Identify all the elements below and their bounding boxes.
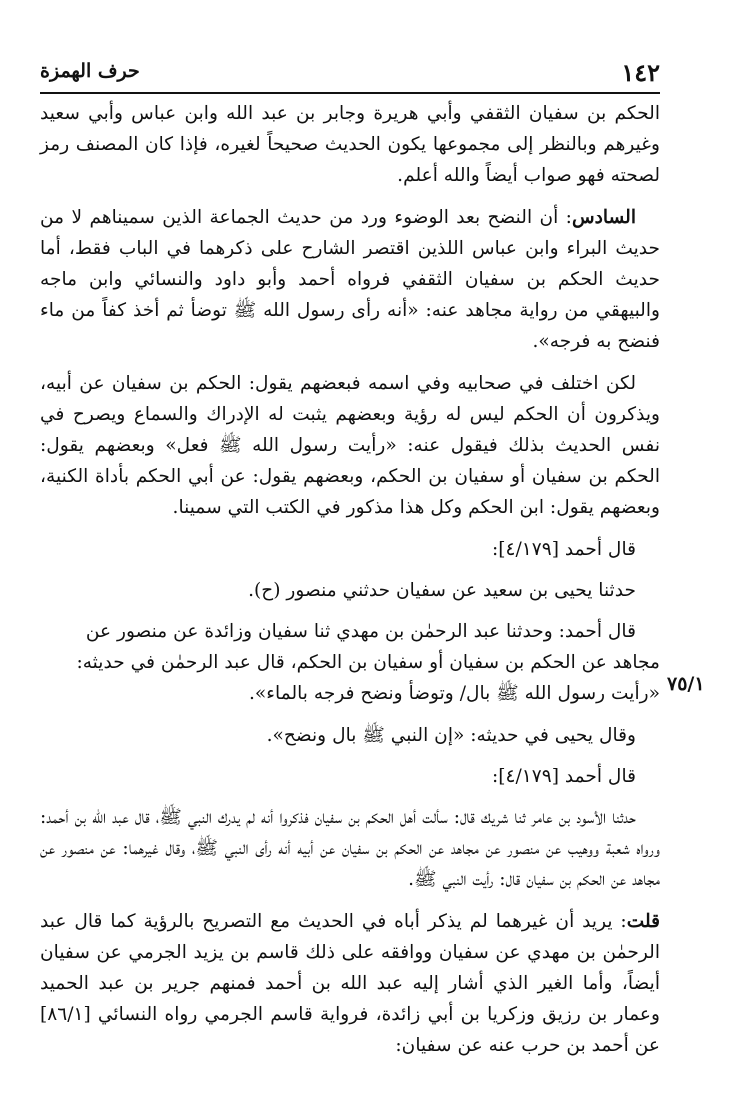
citation-line: قال أحمد [٤/١٧٩]:: [491, 538, 636, 560]
paragraph: [40, 616, 660, 710]
page-number: ١٤٢: [621, 58, 660, 87]
paragraph: [40, 202, 660, 358]
margin-reference: ٧٥/١: [667, 673, 705, 695]
citation-line: قال أحمد [٤/١٧٩]:: [491, 765, 636, 787]
paragraph: الحكم بن سفيان الثقفي وأبي هريرة وجابر بن عبد الله وابن عباس وأبي سعيد وغيرهم وبالنظر إلى مجموعها يكون الحديث صحيحاً لغيره، فإذا كان المصنف رمز لصحته فهو صواب أيضاً والله أعلم.: [40, 103, 660, 187]
paragraph: لكن اختلف في صحابيه وفي اسمه فبعضهم يقول: الحكم بن سفيان عن أبيه، ويذكرون أن الحكم ليس له رؤية وبعضهم يثبت له الإدراك والسماع ويصرح في نفس الحديث بذلك فيقول عنه: «رأيت رسول الله ﷺ فعل» وبعضهم يقول: الحكم بن سفيان أو سفيان بن الحكم، وبعضهم يقول: عن أبي الحكم بأداة الكنية، وبعضهم يقول: ابن الحكم وكل هذا مذكور في الكتب التي سمينا.: [40, 372, 660, 519]
paragraph: [40, 906, 660, 1062]
paragraph: حدثنا الأسود بن عامر ثنا شريك قال: سألت أهل الحكم بن سفيان فذكروا أنه لم يدرك النبي ﷺ، قال عبد الله بن أحمد: ورواه شعبة ووهيب عن منصور عن مجاهد عن الحكم بن سفيان عن أبيه أنه رأى النبي ﷺ، وقال غيرهما: عن منصور عن مجاهد عن الحكم بن سفيان قال: رأيت النبي ﷺ.: [40, 807, 660, 891]
hadith-chain: حدثنا يحيى بن سعيد عن سفيان حدثني منصور (ح).: [248, 579, 636, 601]
text-line: «رأيت رسول الله ﷺ بال/ وتوضأ ونضح فرجه بالماء».: [249, 683, 660, 705]
section-label: السادس: [571, 206, 636, 228]
text-line: قال أحمد: وحدثنا عبد الرحمٰن بن مهدي ثنا سفيان وزائدة عن منصور عن: [85, 621, 636, 643]
paragraph-text: : يريد أن غيرهما لم يذكر أباه في الحديث مع التصريح بالرؤية كما قال عبد الرحمٰن بن مهدي عن سفيان ووافقه على ذلك قاسم بن يزيد الجرمي عن سفيان أيضاً، وأما الغير الذي أشار إليه عبد الله بن أحمد فمنهم جرير بن عبد الحميد وعمار بن رزيق وزكريا بن أبي زائدة، فرواية قاسم الجرمي رواه النسائي [٨٦/١] عن أحمد بن حرب عنه عن سفيان:: [40, 910, 660, 1057]
section-label: قلت: [626, 910, 660, 932]
page-body: [40, 98, 660, 1072]
text-line: مجاهد عن الحكم بن سفيان أو سفيان بن الحكم، قال عبد الرحمٰن في حديثه:: [76, 652, 660, 674]
page-header: [40, 58, 660, 94]
paragraph-text: : أن النضح بعد الوضوء ورد من حديث الجماعة الذين سميناهم لا من حديث البراء وابن عباس اللذين اقتصر الشارح على ذكرهما في الباب فقط، أما حديث الحكم بن سفيان الثقفي فرواه أحمد وأبو داود والنسائي وابن ماجه والبيهقي من رواية مجاهد عنه: «أنه رأى رسول الله ﷺ توضأ ثم أخذ كفاً من ماء فنضح به فرجه».: [40, 206, 660, 353]
running-title: حرف الهمزة: [40, 60, 140, 82]
paragraph: وقال يحيى في حديثه: «إن النبي ﷺ بال ونضح».: [266, 724, 636, 746]
